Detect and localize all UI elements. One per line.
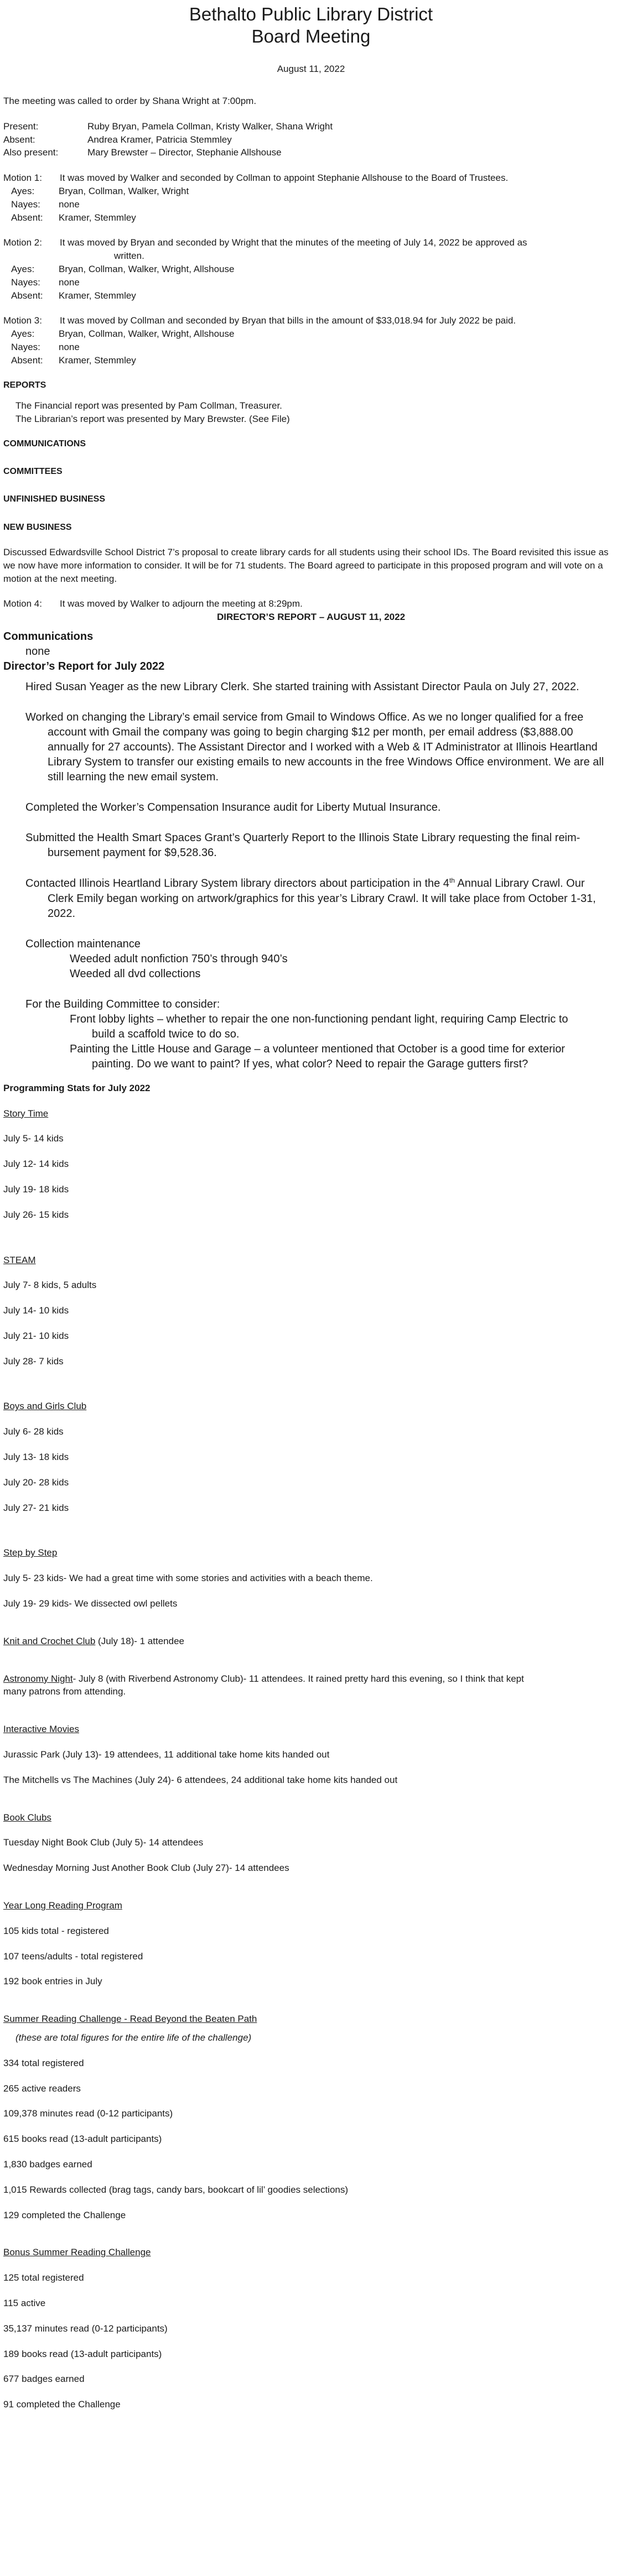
list-item: 189 books read (13-adult participants) bbox=[3, 2348, 162, 2359]
report-financial: The Financial report was presented by Pam Collman, Treasurer. bbox=[15, 400, 282, 411]
dr-heading: Director’s Report for July 2022 bbox=[3, 660, 165, 673]
list-item: 107 teens/adults - total registered bbox=[3, 1951, 143, 1962]
new-business-text: Discussed Edwardsville School District 7’s proposal to create library cards for all students using their school IDs. The Board revisited this issue as we now have more information to consider. It will be for 71 students. The Board agreed to participate in this proposed program and will vote on a motion at the next meeting. bbox=[3, 547, 609, 584]
dr-collection-heading: Collection maintenance bbox=[25, 937, 141, 950]
astronomy-line: Astronomy Night- July 8 (with Riverbend Astronomy Club)- 11 attendees. It rained pretty hard this evening, so I think that kept bbox=[3, 1673, 524, 1684]
list-item: July 19- 18 kids bbox=[3, 1183, 69, 1195]
list-item: The Mitchells vs The Machines (July 24)- 6 attendees, 24 additional take home kits handed out bbox=[3, 1774, 398, 1785]
list-item: July 7- 8 kids, 5 adults bbox=[3, 1280, 97, 1291]
list-item: July 21- 10 kids bbox=[3, 1330, 69, 1341]
list-item: July 13- 18 kids bbox=[3, 1452, 69, 1463]
list-item: 129 completed the Challenge bbox=[3, 2209, 126, 2220]
dr-paragraph-email: Worked on changing the Library’s email service from Gmail to Windows Office. As we no longer qualified for a free account with Gmail the company was going to begin charging $12 per month, per email address ($3,888.00 annually for 27 accounts). The Assistant Director and I worked with a Web & IT Administrator at Illinois Heartland Library System to transfer our existing emails to new accounts in the free Windows Office environment. We are all still learning the new email system. bbox=[25, 711, 604, 784]
directors-report bbox=[3, 629, 619, 1072]
list-item: 615 books read (13-adult participants) bbox=[3, 2134, 162, 2145]
motion-3: Motion 3: It was moved by Collman and seconded by Bryan that bills in the amount of $33,018.94 for July 2022 be paid. Ayes: Bryan, Collman, Walker, Wright, Allshouse Nayes: none Absent: Kramer, Stemmley bbox=[3, 315, 516, 366]
list-item: 115 active bbox=[3, 2297, 46, 2308]
motion-2: Motion 2: It was moved by Bryan and seconded by Wright that the minutes of the meeting of July 14, 2022 be approved as written. Ayes: Bryan, Collman, Walker, Wright, Allshouse Nayes: none Absent: Kramer, Stemmley bbox=[3, 237, 527, 301]
dr-communications-value: none bbox=[25, 645, 50, 658]
motion-1: Motion 1: It was moved by Walker and seconded by Collman to appoint Stephanie Allshouse to the Board of Trustees. Ayes: Bryan, Collman, Walker, Wright Nayes: none Absent: Kramer, Stemmley bbox=[3, 173, 509, 223]
list-item: July 5- 14 kids bbox=[3, 1133, 64, 1144]
attendance-block bbox=[3, 120, 619, 159]
committees-heading: COMMITTEES bbox=[3, 466, 63, 476]
list-item: 35,137 minutes read (0-12 participants) bbox=[3, 2323, 168, 2334]
list-item: 91 completed the Challenge bbox=[3, 2399, 121, 2410]
list-item: 105 kids total - registered bbox=[3, 1925, 109, 1936]
new-business-heading: NEW BUSINESS bbox=[3, 522, 72, 532]
list-item: 677 badges earned bbox=[3, 2374, 85, 2385]
meeting-date: August 11, 2022 bbox=[277, 64, 345, 75]
reports-heading: REPORTS bbox=[3, 380, 46, 390]
document-title bbox=[3, 3, 619, 47]
dr-paragraph-grant: Submitted the Health Smart Spaces Grant’s Quarterly Report to the Illinois State Library requesting the final reim- bursement payment for $9,528.36. bbox=[25, 832, 580, 859]
dr-collection-item: Weeded all dvd collections bbox=[70, 967, 201, 980]
list-item: 192 book entries in July bbox=[3, 1976, 102, 1987]
list-item: Jurassic Park (July 13)- 19 attendees, 11 additional take home kits handed out bbox=[3, 1749, 330, 1760]
communications-heading: COMMUNICATIONS bbox=[3, 439, 86, 449]
programming-heading: Programming Stats for July 2022 bbox=[3, 1082, 151, 1093]
list-item: July 27- 21 kids bbox=[3, 1502, 69, 1513]
section-title-boys-girls-club: Boys and Girls Club bbox=[3, 1401, 87, 1412]
section-title-story-time: Story Time bbox=[3, 1108, 49, 1119]
dr-communications-heading: Communications bbox=[3, 630, 94, 643]
section-title-year-long: Year Long Reading Program bbox=[3, 1900, 122, 1911]
astronomy-line-cont: many patrons from attending. bbox=[3, 1686, 126, 1697]
section-title-step-by-step: Step by Step bbox=[3, 1547, 58, 1558]
list-item: 109,378 minutes read (0-12 participants) bbox=[3, 2108, 173, 2119]
list-item: July 20- 28 kids bbox=[3, 1477, 69, 1488]
dr-paragraph-audit: Completed the Worker’s Compensation Insurance audit for Liberty Mutual Insurance. bbox=[25, 801, 441, 814]
attendance-also-present: Also present: Mary Brewster – Director, Stephanie Allshouse bbox=[3, 147, 282, 158]
list-item: 265 active readers bbox=[3, 2083, 81, 2094]
dr-collection-item: Weeded adult nonfiction 750’s through 940’s bbox=[70, 952, 288, 965]
list-item: July 26- 15 kids bbox=[3, 1209, 69, 1220]
attendance-absent: Absent: Andrea Kramer, Patricia Stemmley bbox=[3, 134, 232, 145]
attendance-present: Present: Ruby Bryan, Pamela Collman, Kristy Walker, Shana Wright bbox=[3, 121, 333, 132]
list-item: July 19- 29 kids- We dissected owl pellets bbox=[3, 1598, 178, 1609]
list-item: July 12- 14 kids bbox=[3, 1159, 69, 1170]
dr-building-item-painting: Painting the Little House and Garage – a volunteer mentioned that October is a good time for exterior painting. Do we want to paint? If yes, what color? Need to repair the Garage gutters first? bbox=[70, 1042, 565, 1070]
list-item: 1,015 Rewards collected (brag tags, candy bars, bookcart of lil’ goodies selections) bbox=[3, 2184, 349, 2195]
dr-paragraph-hire: Hired Susan Yeager as the new Library Clerk. She started training with Assistant Director Paula on July 27, 2022. bbox=[25, 681, 579, 693]
title-line-1: Bethalto Public Library District bbox=[189, 4, 433, 24]
section-title-steam: STEAM bbox=[3, 1254, 36, 1265]
knit-crochet-line: Knit and Crochet Club (July 18)- 1 attendee bbox=[3, 1635, 184, 1646]
dr-paragraph-crawl: Contacted Illinois Heartland Library System library directors about participation in the 4th Annual Library Crawl. Our Clerk Emily began working on artwork/graphics for this year’s Library Crawl. It will take place from October 1-31, 2022. bbox=[25, 877, 596, 920]
unfinished-business-heading: UNFINISHED BUSINESS bbox=[3, 494, 106, 504]
summer-reading-note: (these are total figures for the entire life of the challenge) bbox=[15, 2032, 252, 2043]
title-line-2: Board Meeting bbox=[251, 25, 371, 46]
list-item: Tuesday Night Book Club (July 5)- 14 attendees bbox=[3, 1837, 204, 1848]
list-item: Wednesday Morning Just Another Book Club (July 27)- 14 attendees bbox=[3, 1863, 289, 1874]
section-title-bonus-summer: Bonus Summer Reading Challenge bbox=[3, 2247, 151, 2258]
report-librarian: The Librarian’s report was presented by Mary Brewster. (See File) bbox=[15, 413, 290, 424]
section-title-summer-reading: Summer Reading Challenge - Read Beyond the Beaten Path bbox=[3, 2014, 257, 2025]
dr-building-heading: For the Building Committee to consider: bbox=[25, 998, 220, 1010]
directors-report-banner: DIRECTOR’S REPORT – AUGUST 11, 2022 bbox=[216, 612, 406, 623]
programming-stats bbox=[3, 1082, 619, 2411]
list-item: 1,830 badges earned bbox=[3, 2159, 92, 2170]
list-item: July 5- 23 kids- We had a great time with some stories and activities with a beach theme. bbox=[3, 1573, 373, 1584]
section-title-book-clubs: Book Clubs bbox=[3, 1812, 51, 1823]
list-item: July 28- 7 kids bbox=[3, 1355, 64, 1367]
list-item: July 14- 10 kids bbox=[3, 1305, 69, 1316]
list-item: 125 total registered bbox=[3, 2272, 84, 2283]
motion-4: Motion 4: It was moved by Walker to adjourn the meeting at 8:29pm. bbox=[3, 598, 303, 609]
section-title-interactive-movies: Interactive Movies bbox=[3, 1724, 79, 1735]
minutes-document bbox=[0, 3, 622, 2411]
list-item: July 6- 28 kids bbox=[3, 1426, 64, 1437]
dr-building-item-lights: Front lobby lights – whether to repair the one non-functioning pendant light, requiring Camp Electric to build a scaffold twice to do so. bbox=[70, 1013, 568, 1040]
call-to-order: The meeting was called to order by Shana Wright at 7:00pm. bbox=[3, 95, 257, 106]
list-item: 334 total registered bbox=[3, 2057, 84, 2068]
